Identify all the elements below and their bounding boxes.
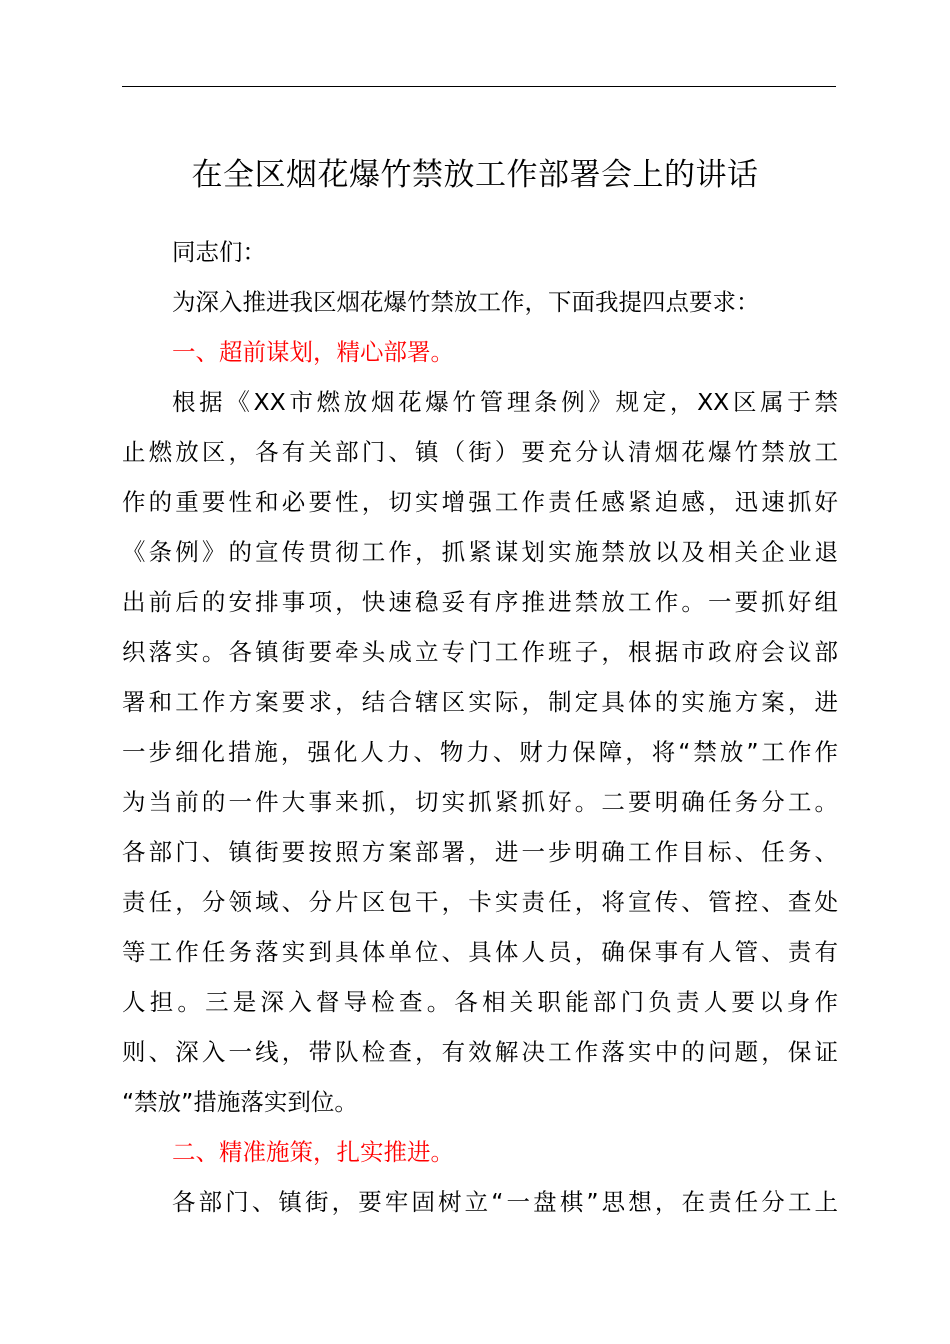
section-heading-2: 二、精准施策，扎实推进。 [172,1138,454,1166]
paragraph-line: 各部门、镇街，要牢固树立“一盘棋”思想，在责任分工上 [172,1188,838,1216]
paragraph-line: 为当前的一件大事来抓，切实抓紧抓好。二要明确任务分工。 [122,788,838,816]
paragraph-line: 署和工作方案要求，结合辖区实际，制定具体的实施方案，进 [122,688,838,716]
paragraph-line: 各部门、镇街要按照方案部署，进一步明确工作目标、任务、 [122,838,838,866]
paragraph-line: “禁放”措施落实到位。 [122,1088,358,1116]
paragraph-line: 人担。三是深入督导检查。各相关职能部门负责人要以身作 [122,988,838,1016]
paragraph-line: 止燃放区，各有关部门、镇（街）要充分认清烟花爆竹禁放工 [122,438,838,466]
section-heading-1: 一、超前谋划，精心部署。 [172,338,454,366]
intro-paragraph: 为深入推进我区烟花爆竹禁放工作，下面我提四点要求： [172,288,760,316]
paragraph-line: 织落实。各镇街要牵头成立专门工作班子，根据市政府会议部 [122,638,838,666]
paragraph-line: 根据《XX市燃放烟花爆竹管理条例》规定，XX区属于禁 [172,388,838,416]
header-rule [122,86,836,87]
paragraph-line: 《条例》的宣传贯彻工作，抓紧谋划实施禁放以及相关企业退 [122,538,838,566]
document-body [122,227,838,1227]
paragraph-line: 等工作任务落实到具体单位、具体人员，确保事有人管、责有 [122,938,838,966]
paragraph-line: 作的重要性和必要性，切实增强工作责任感紧迫感，迅速抓好 [122,488,838,516]
paragraph-line: 责任，分领域、分片区包干，卡实责任，将宣传、管控、查处 [122,888,838,916]
paragraph-line: 一步细化措施，强化人力、物力、财力保障，将“禁放”工作作 [122,738,838,766]
greeting: 同志们： [172,238,266,266]
paragraph-line: 则、深入一线，带队检查，有效解决工作落实中的问题，保证 [122,1038,838,1066]
document-title: 在全区烟花爆竹禁放工作部署会上的讲话 [191,157,759,193]
paragraph-line: 出前后的安排事项，快速稳妥有序推进禁放工作。一要抓好组 [122,588,838,616]
